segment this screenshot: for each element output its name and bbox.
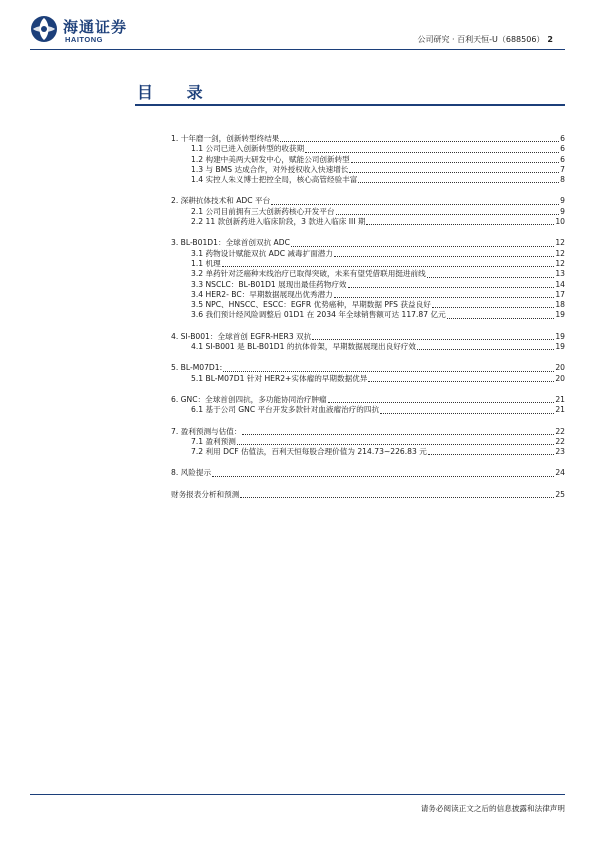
toc-entry-label: 5.1 BL-M07D1 针对 HER2+实体瘤的早期数据优异 — [191, 373, 368, 383]
toc-entry-label: 财务报表分析和预测 — [171, 489, 240, 499]
toc-section-entry[interactable] — [171, 363, 565, 373]
toc-entry-page: 18 — [555, 300, 565, 310]
toc-entry-label: 6.1 基于公司 GNC 平台开发多款针对血液瘤治疗的四抗 — [191, 405, 380, 415]
toc-entry-page: 17 — [555, 289, 565, 299]
toc-subsection-entry[interactable] — [171, 165, 565, 175]
footer-disclaimer: 请务必阅读正文之后的信息披露和法律声明 — [420, 804, 565, 813]
toc-dot-leader — [271, 203, 559, 205]
toc-subsection-entry[interactable] — [171, 175, 565, 185]
header-divider — [30, 49, 565, 50]
toc-group-spacer — [171, 416, 565, 427]
toc-dot-leader — [240, 496, 554, 498]
toc-entry-label: 1.1 公司已进入创新转型的收获期 — [191, 144, 305, 154]
toc-entry-label: 7.2 利用 DCF 估值法，百利天恒每股合理价值为 214.73~226.83 元 — [191, 447, 427, 457]
toc-section-entry[interactable] — [171, 490, 565, 500]
toc-entry-label: 3.3 NSCLC：BL-B01D1 展现出最佳药物疗效 — [191, 279, 347, 289]
toc-entry-label: 3.5 NPC、HNSCC、ESCC：EGFR 优势癌种，早期数据 PFS 获益良好 — [191, 300, 431, 310]
toc-dot-leader — [447, 317, 555, 319]
toc-entry-label: 3.2 单药针对泛癌种末线治疗已取得突破，未来有望凭借联用挺进前线 — [191, 269, 426, 279]
page-number: 2 — [547, 35, 553, 44]
toc-dot-leader — [222, 265, 555, 267]
toc-entry-page: 20 — [555, 373, 565, 383]
toc-dot-leader — [368, 380, 554, 382]
toc-group-spacer — [171, 352, 565, 363]
report-info: 公司研究 · 百利天恒-U（688506） — [417, 35, 545, 44]
toc-dot-leader — [334, 255, 554, 257]
toc-entry-page: 22 — [555, 436, 565, 446]
toc-entry-page: 7 — [560, 164, 565, 174]
toc-entry-page: 12 — [555, 238, 565, 248]
company-logo — [30, 15, 150, 49]
toc-subsection-entry[interactable] — [171, 217, 565, 227]
toc-subsection-entry[interactable] — [171, 437, 565, 447]
toc-entry-label: 7.1 盈利预测 — [191, 436, 236, 446]
toc-entry-page: 12 — [555, 258, 565, 268]
toc-entry-label: 3.1 药物设计赋能双抗 ADC 减毒扩面潜力 — [191, 248, 333, 258]
toc-entry-label: 1.2 构建中美两大研发中心，赋能公司创新转型 — [191, 154, 350, 164]
toc-subsection-entry[interactable] — [171, 342, 565, 352]
toc-subsection-entry[interactable] — [171, 269, 565, 279]
table-of-contents — [171, 134, 565, 500]
toc-entry-label: 7. 盈利预测与估值： — [171, 426, 242, 436]
toc-dot-leader — [280, 140, 559, 142]
haitong-logo-icon — [30, 15, 58, 43]
toc-entry-label: 1. 十年磨一剑，创新转型终结果 — [171, 134, 280, 143]
toc-dot-leader — [428, 453, 554, 455]
toc-subsection-entry[interactable] — [171, 280, 565, 290]
logo-english-name: HAITONG — [65, 35, 103, 44]
toc-section-entry[interactable] — [171, 427, 565, 437]
toc-section-entry[interactable] — [171, 332, 565, 342]
footer-divider — [30, 794, 565, 795]
toc-entry-label: 2.2 11 款创新药进入临床阶段，3 款进入临床 III 期 — [191, 217, 366, 227]
toc-entry-page: 9 — [560, 206, 565, 216]
toc-entry-page: 19 — [555, 342, 565, 352]
toc-entry-page: 23 — [555, 447, 565, 457]
toc-subsection-entry[interactable] — [171, 249, 565, 259]
toc-group-spacer — [171, 479, 565, 490]
toc-dot-leader — [242, 433, 554, 435]
toc-subsection-entry[interactable] — [171, 300, 565, 310]
toc-entry-label: 4.1 SI-B001 是 BL-B01D1 的抗体骨架，早期数据展现出良好疗效 — [191, 342, 416, 352]
logo-chinese-name: 海通证券 — [63, 18, 128, 36]
toc-entry-page: 19 — [555, 331, 565, 341]
toc-subsection-entry[interactable] — [171, 310, 565, 320]
toc-subsection-entry[interactable] — [171, 290, 565, 300]
toc-section-entry[interactable] — [171, 196, 565, 206]
toc-dot-leader — [334, 296, 555, 298]
toc-dot-leader — [427, 276, 555, 278]
toc-dot-leader — [312, 338, 554, 340]
toc-subsection-entry[interactable] — [171, 207, 565, 217]
toc-title-divider — [135, 104, 565, 106]
toc-subsection-entry[interactable] — [171, 144, 565, 154]
toc-entry-page: 22 — [555, 426, 565, 436]
toc-dot-leader — [351, 161, 559, 163]
toc-dot-leader — [336, 213, 560, 215]
toc-entry-page: 25 — [555, 489, 565, 499]
toc-dot-leader — [417, 348, 554, 350]
toc-entry-page: 6 — [560, 144, 565, 154]
toc-entry-label: 8. 风险提示 — [171, 468, 212, 478]
toc-dot-leader — [212, 475, 554, 477]
toc-entry-label: 2.1 公司目前拥有三大创新药核心开发平台 — [191, 206, 335, 216]
toc-entry-page: 8 — [560, 175, 565, 185]
toc-dot-leader — [366, 223, 554, 225]
toc-entry-label: 1.4 实控人朱义博士把控全局，核心高管经验丰富 — [191, 175, 358, 185]
toc-group-spacer — [171, 384, 565, 395]
toc-dot-leader — [305, 151, 559, 153]
toc-entry-page: 10 — [555, 217, 565, 227]
toc-dot-leader — [328, 401, 555, 403]
toc-dot-leader — [237, 443, 554, 445]
toc-entry-label: 1.3 与 BMS 达成合作，对外授权收入快速增长 — [191, 164, 349, 174]
toc-entry-page: 19 — [555, 310, 565, 320]
toc-entry-label: 3.4 HER2- BC：早期数据展现出优秀潜力 — [191, 289, 333, 299]
toc-entry-page: 24 — [555, 468, 565, 478]
toc-entry-label: 4. SI-B001：全球首创 EGFR-HER3 双抗 — [171, 331, 312, 341]
toc-entry-label: 3. BL-B01D1：全球首创双抗 ADC — [171, 238, 290, 248]
toc-entry-label: 1.1 机理 — [191, 258, 221, 268]
toc-title: 目 录 — [137, 83, 217, 102]
toc-group-spacer — [171, 321, 565, 332]
toc-entry-page: 14 — [555, 279, 565, 289]
toc-entry-page: 20 — [555, 363, 565, 373]
toc-section-entry[interactable] — [171, 134, 565, 144]
toc-section-entry[interactable] — [171, 238, 565, 248]
toc-entry-page: 13 — [555, 269, 565, 279]
toc-group-spacer — [171, 227, 565, 238]
toc-section-entry[interactable] — [171, 395, 565, 405]
toc-entry-page: 9 — [560, 196, 565, 206]
toc-subsection-entry[interactable] — [171, 155, 565, 165]
toc-dot-leader — [358, 181, 559, 183]
toc-entry-page: 6 — [560, 134, 565, 143]
toc-group-spacer — [171, 457, 565, 468]
toc-section-entry[interactable] — [171, 468, 565, 478]
report-header-info — [418, 34, 554, 45]
toc-entry-page: 21 — [555, 394, 565, 404]
toc-group-spacer — [171, 185, 565, 196]
toc-entry-page: 6 — [560, 154, 565, 164]
toc-subsection-entry[interactable] — [171, 447, 565, 457]
toc-entry-label: 6. GNC：全球首创四抗，多功能协同治疗肿瘤 — [171, 394, 327, 404]
toc-entry-page: 21 — [555, 405, 565, 415]
toc-dot-leader — [432, 306, 555, 308]
toc-dot-leader — [349, 171, 559, 173]
toc-entry-page: 12 — [555, 248, 565, 258]
toc-entry-label: 3.6 我们预计经风险调整后 01D1 在 2034 年全球销售额可达 117.87 亿元 — [191, 310, 446, 320]
toc-dot-leader — [380, 412, 554, 414]
toc-dot-leader — [348, 286, 555, 288]
toc-entry-label: 2. 深耕抗体技术和 ADC 平台 — [171, 196, 271, 206]
toc-subsection-entry[interactable] — [171, 374, 565, 384]
toc-subsection-entry[interactable] — [171, 405, 565, 415]
toc-dot-leader — [223, 370, 554, 372]
toc-subsection-entry[interactable] — [171, 259, 565, 269]
toc-entry-label: 5. BL-M07D1: — [171, 363, 223, 373]
toc-dot-leader — [291, 245, 554, 247]
